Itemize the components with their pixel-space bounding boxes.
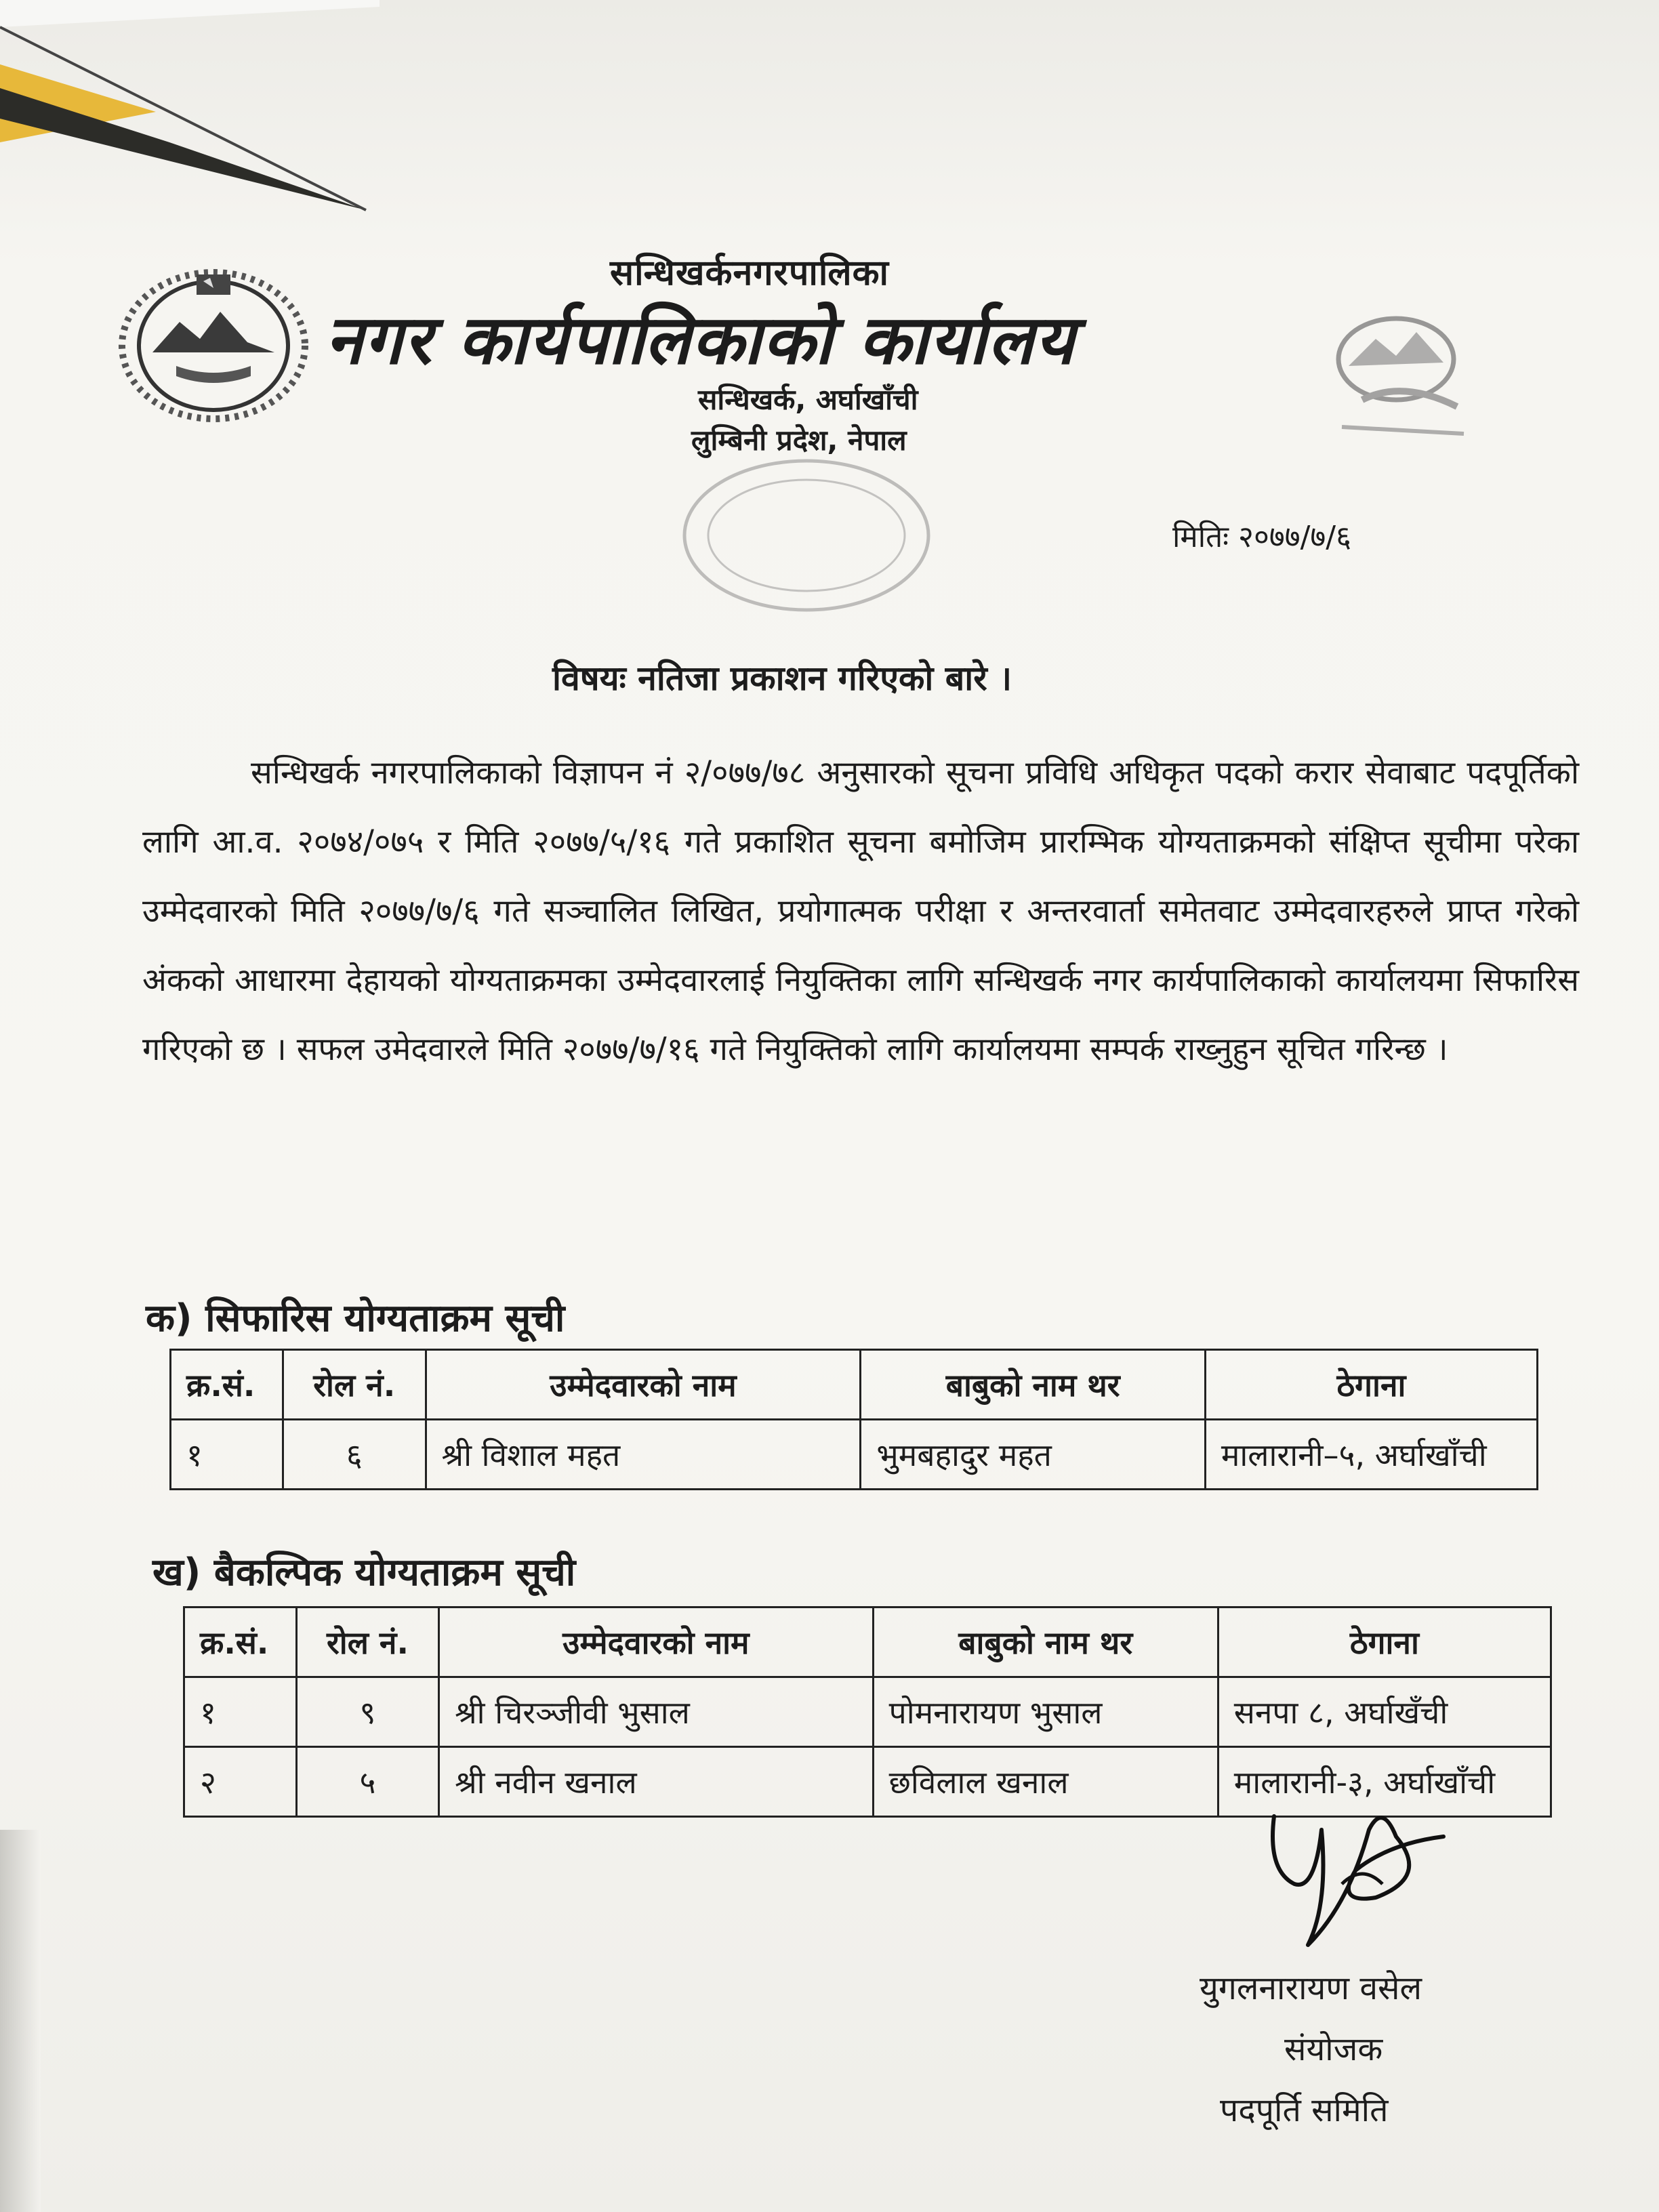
address-line-2: लुम्बिनी प्रदेश, नेपाल <box>691 424 907 457</box>
cell-address: सनपा ८, अर्घाखँची <box>1218 1677 1551 1747</box>
cell-father: भुमबहादुर महत <box>861 1420 1205 1490</box>
table-row <box>184 1677 1551 1747</box>
table-row <box>171 1420 1538 1490</box>
document-date: मितिः २०७७/७/६ <box>1172 520 1351 554</box>
signer-name: युगलनारायण वसेल <box>1200 1969 1422 2007</box>
cell-name: श्री नवीन खनाल <box>439 1747 874 1817</box>
address-line-1: सन्धिखर्क, अर्घाखाँची <box>698 383 918 416</box>
notice-body: सन्धिखर्क नगरपालिकाको विज्ञापन नं २/०७७/७८ अनुसारको सूचना प्रविधि अधिकृत पदको करार सेवाबाट पदपूर्तिको लागि आ.व. २०७४/०७५ र मिति २०७७/५/१६ गते प्रकाशित सूचना बमोजिम प्रारम्भिक योग्यताक्रमको संक्षिप्त सूचीमा परेका उम्मेदवारको मिति २०७७/७/६ गते सञ्चालित लिखित, प्रयोगात्मक परीक्षा र अन्तरवार्ता समेतवाट उम्मेदवारहरुले प्राप्त गरेको अंकको आधारमा देहायको योग्यताक्रमका उम्मेदवारलाई नियुक्तिका लागि सन्धिखर्क नगर कार्यपालिकाको कार्यालयमा सिफारिस गरिएको छ । सफल उमेदवारले मिति २०७७/७/१६ गते नियुक्तिको लागि कार्यालयमा सम्पर्क राख्नुहुन सूचित गरिन्छ । <box>142 754 1579 1068</box>
cell-roll: ९ <box>296 1677 438 1747</box>
col-header-roll: रोल नं. <box>296 1607 438 1677</box>
col-header-father: बाबुको नाम थर <box>861 1350 1205 1420</box>
alternate-list-table <box>183 1606 1552 1818</box>
cell-name: श्री विशाल महत <box>426 1420 861 1490</box>
table-header-row <box>171 1350 1538 1420</box>
col-header-roll: रोल नं. <box>283 1350 426 1420</box>
municipality-logo-icon <box>1322 298 1484 454</box>
col-header-address: ठेगाना <box>1205 1350 1537 1420</box>
cell-address: मालारानी-३, अर्घाखाँची <box>1218 1747 1551 1817</box>
alternate-list-title: ख) बैकल्पिक योग्यताक्रम सूची <box>152 1551 576 1595</box>
cell-father: छविलाल खनाल <box>873 1747 1218 1817</box>
cell-sn: २ <box>184 1747 297 1817</box>
folded-corner <box>0 0 380 224</box>
table-header-row <box>184 1607 1551 1677</box>
col-header-name: उम्मेदवारको नाम <box>439 1607 874 1677</box>
cell-roll: ६ <box>283 1420 426 1490</box>
col-header-sn: क्र.सं. <box>171 1350 283 1420</box>
signer-committee: पदपूर्ति समिति <box>1220 2091 1389 2129</box>
signer-role: संयोजक <box>1284 2030 1383 2068</box>
cell-roll: ५ <box>296 1747 438 1817</box>
office-stamp <box>671 447 942 623</box>
cell-sn: १ <box>184 1677 297 1747</box>
col-header-sn: क्र.सं. <box>184 1607 297 1677</box>
recommended-list-title: क) सिफारिस योग्यताक्रम सूची <box>146 1296 565 1340</box>
nepal-emblem-icon <box>112 258 315 427</box>
col-header-father: बाबुको नाम थर <box>873 1607 1218 1677</box>
cell-father: पोमनारायण भुसाल <box>873 1677 1218 1747</box>
cell-sn: १ <box>171 1420 283 1490</box>
municipality-name: सन्धिखर्कनगरपालिका <box>610 253 890 293</box>
subject-line: विषयः नतिजा प्रकाशन गरिएको बारे । <box>552 659 1012 698</box>
handwritten-signature <box>1254 1789 1457 1965</box>
col-header-address: ठेगाना <box>1218 1607 1551 1677</box>
office-title: नगर कार्यपालिकाको कार्यालय <box>325 300 1076 380</box>
recommended-list-table <box>169 1349 1538 1490</box>
page-edge-shadow <box>0 1830 41 2212</box>
cell-address: मालारानी–५, अर्घाखाँची <box>1205 1420 1537 1490</box>
col-header-name: उम्मेदवारको नाम <box>426 1350 861 1420</box>
cell-name: श्री चिरञ्जीवी भुसाल <box>439 1677 874 1747</box>
